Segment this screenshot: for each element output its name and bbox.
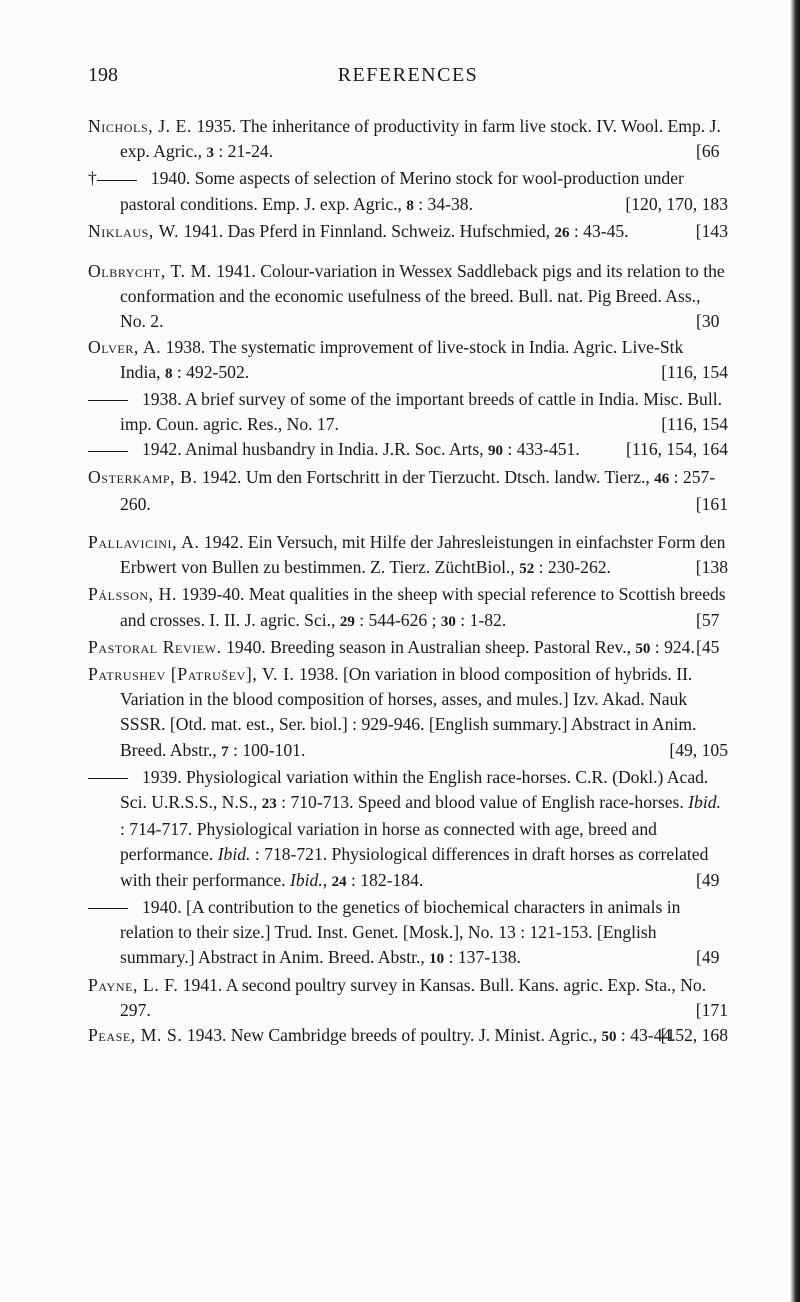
reference-entry: 1939. Physiological variation within the English race-horses. C.R. (Dokl.) Acad. Sci. U.R.S.S., N.S., 23 : 710-713. Speed and blood value of English race-horses. Ibid. : 714-717. Physiological variation in horse as connected with age, breed and performance. Ibid. : 718-721. Physiological differences in draft horses as correlated with their performance. Ibid., 24 : 182-184. [49 bbox=[88, 765, 728, 895]
page-refs: [120, 170, 183 bbox=[625, 193, 728, 214]
reference-entry: Niklaus, W. 1941. Das Pferd in Finnland. Schweiz. Hufschmied, 26 : 43-45. [143 bbox=[88, 220, 728, 241]
page-refs: [116, 154, 164 bbox=[626, 439, 728, 460]
author: Osterkamp, B. bbox=[88, 466, 198, 487]
ditto-dash bbox=[88, 400, 128, 401]
running-head: REFERENCES bbox=[337, 64, 479, 86]
page-header bbox=[88, 64, 728, 92]
reference-entry: Olver, A. 1938. The systematic improvement of live-stock in India. Agric. Live-Stk India, 8 : 492-502. [116, 154 bbox=[88, 335, 728, 387]
page-refs: [116, 154 bbox=[661, 414, 728, 435]
reference-entry: Pastoral Review. 1940. Breeding season in Australian sheep. Pastoral Rev., 50 : 924. [45 bbox=[88, 636, 720, 657]
author: Pallavicini, A. bbox=[88, 532, 200, 553]
reference-entry: Olbrycht, T. M. 1941. Colour-variation in Wessex Saddleback pigs and its relation to the conformation and the economic usefulness of the breed. Bull. nat. Pig Breed. Ass., No. 2. [30 bbox=[88, 261, 725, 332]
reference-entry: † 1940. Some aspects of selection of Merino stock for wool-production under pastoral conditions. Emp. J. exp. Agric., 8 : 34-38. [120, 170, 183 bbox=[88, 166, 728, 218]
author: Pálsson, H. bbox=[88, 584, 177, 605]
reference-entry: 1942. Animal husbandry in India. J.R. Soc. Arts, 90 : 433-451. [116, 154, 164 bbox=[88, 437, 728, 464]
reference-entry: Osterkamp, B. 1942. Um den Fortschritt in der Tierzucht. Dtsch. landw. Tierz., 46 : 257-260. [161 bbox=[88, 466, 728, 514]
page-edge-shadow bbox=[790, 0, 800, 1302]
author: Olver, A. bbox=[88, 336, 162, 357]
reference-entry: 1940. [A contribution to the genetics of biochemical characters in animals in relation to their size.] Trud. Inst. Genet. [Mosk.], No. 13 : 121-153. [English summary.] Abstract in Anim. Breed. Abstr., 10 : 137-138. [49 bbox=[88, 895, 728, 973]
ditto-dash bbox=[88, 908, 128, 909]
author: Niklaus, W. bbox=[88, 220, 180, 241]
reference-entry: Nichols, J. E. 1935. The inheritance of productivity in farm live stock. IV. Wool. Emp. J. exp. Agric., 3 : 21-24. [66 bbox=[88, 116, 721, 162]
reference-list bbox=[88, 114, 728, 1050]
reference-entry: Payne, L. F. 1941. A second poultry survey in Kansas. Bull. Kans. agric. Exp. Sta., No. 297. [171 bbox=[88, 974, 728, 1020]
author: Olbrycht, T. M. bbox=[88, 261, 212, 282]
ditto-dash bbox=[88, 778, 128, 779]
author: Pease, M. S. bbox=[88, 1024, 183, 1045]
author: Pastoral Review. bbox=[88, 636, 222, 657]
page-refs: [152, 168 bbox=[660, 1024, 728, 1045]
author: Patrushev [Patrušev], V. I. bbox=[88, 664, 295, 685]
author: Nichols, J. E. bbox=[88, 116, 193, 136]
page-refs: [116, 154 bbox=[661, 361, 728, 382]
dagger-mark: † bbox=[88, 168, 97, 189]
author: Payne, L. F. bbox=[88, 974, 179, 995]
reference-entry: Pease, M. S. 1943. New Cambridge breeds of poultry. J. Minist. Agric., 50 : 43-44. [152, 168 bbox=[88, 1023, 728, 1050]
ditto-dash bbox=[97, 180, 137, 181]
page-refs: [49, 105 bbox=[669, 739, 728, 760]
reference-entry: Pálsson, H. 1939-40. Meat qualities in the sheep with special reference to Scottish breeds and crosses. I. II. J. agric. Sci., 29 : 544-626 ; 30 : 1-82. [57 bbox=[88, 584, 726, 630]
reference-entry: Pallavicini, A. 1942. Ein Versuch, mit Hilfe der Jahresleistungen in einfachster Form den Erbwert von Bullen zu bestimmen. Z. Tierz. ZüchtBiol., 52 : 230-262. [138 bbox=[88, 532, 728, 578]
page-number: 198 bbox=[88, 64, 118, 86]
reference-entry: Patrushev [Patrušev], V. I. 1938. [On variation in blood composition of hybrids. II. Variation in the blood composition of horses, asses, and mules.] Izv. Akad. Nauk SSSR. [Otd. mat. est., Ser. biol.] : 929-946. [English summary.] Abstract in Anim. Breed. Abstr., 7 : 100-101. [49, 105 bbox=[88, 662, 728, 765]
ditto-dash bbox=[88, 451, 128, 452]
reference-entry: 1938. A brief survey of some of the important breeds of cattle in India. Misc. Bull. imp. Coun. agric. Res., No. 17. [116, 154 bbox=[88, 387, 728, 437]
